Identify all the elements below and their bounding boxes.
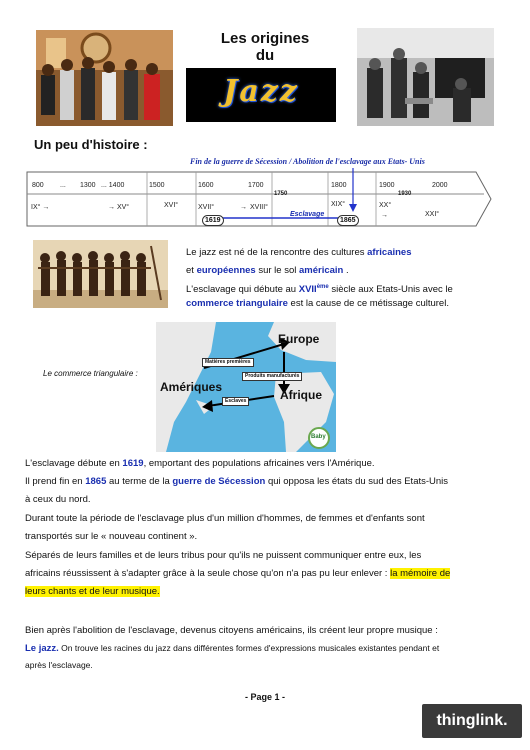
body-line-9: Bien après l'abolition de l'esclavage, devenus citoyens américains, ils créent leur propre musique : — [25, 625, 438, 636]
body-text: , emportant des populations africaines vers l'Amérique. — [143, 458, 375, 469]
body-keyword-1865: 1865 — [85, 476, 107, 487]
timeline-year-800: 800 — [32, 182, 44, 189]
timeline-century-xvi: XVI° — [164, 202, 179, 209]
intro-text: . — [343, 265, 349, 276]
jazz-band-photo — [357, 28, 494, 126]
timeline-slavery-label: Esclavage — [290, 211, 325, 218]
map-box-esclaves: Esclaves — [222, 397, 249, 406]
intro-text: est la cause de ce métissage culturel. — [287, 298, 449, 309]
timeline-marker-1619: 1619 — [202, 215, 224, 226]
body-text: Il prend fin en — [25, 476, 86, 487]
timeline-year-1300: 1300 — [80, 182, 96, 189]
body-highlight: leurs chants et de leur musique. — [25, 586, 160, 597]
body-line-8 — [25, 586, 160, 598]
body-text: au terme de la — [106, 476, 173, 487]
body-line-6: Séparés de leurs familles et de leurs tribus pour qu'ils ne puissent communiquer entre eux, les — [25, 550, 422, 561]
body-line-10 — [25, 642, 439, 655]
body-text: africains réussissent à s'adapter grâce à la seule chose qu'on n'a pas pu leur enlever : — [25, 568, 391, 579]
timeline-arrow-glyph: → — [240, 204, 247, 211]
timeline-marker-1865: 1865 — [337, 215, 359, 226]
map-box-matieres: Matières premières — [202, 358, 254, 367]
timeline-caption: Fin de la guerre de Sécession / Abolition de l'esclavage aux Etats- Unis — [190, 157, 425, 166]
intro-text: L'esclavage qui débute au — [186, 284, 299, 296]
map-box-produits: Produits manufacturés — [242, 372, 302, 381]
intro-line-1 — [186, 247, 412, 259]
timeline-year-1600: 1600 — [198, 182, 214, 189]
timeline-century-ix: IX° → — [31, 204, 50, 211]
thinglink-badge[interactable]: thinglink. — [422, 704, 522, 738]
intro-keyword-americain: américain — [299, 265, 344, 276]
intro-keyword-africaines: africaines — [367, 247, 412, 258]
brass-band-photo — [36, 30, 173, 126]
timeline-arrow — [26, 168, 492, 230]
triangular-trade-map — [156, 322, 336, 452]
timeline-year-ellipsis: ... — [60, 182, 66, 189]
body-text: qui opposa les états du sud des Etats-Unis — [265, 476, 449, 487]
page-title — [205, 30, 325, 64]
body-line-5: transportés sur le « nouveau continent ». — [25, 531, 198, 542]
body-keyword-1619: 1619 — [122, 458, 144, 469]
title-line-1: Les origines — [220, 30, 310, 47]
intro-text: et — [186, 265, 197, 276]
intro-keyword-xvii: XVII — [298, 284, 317, 296]
intro-text: sur le sol — [255, 265, 299, 276]
body-text: L'esclavage débute en — [25, 458, 123, 469]
timeline-year-1900: 1900 — [379, 182, 395, 189]
intro-keyword-commerce-triangulaire: commerce triangulaire — [186, 298, 288, 309]
body-highlight: la mémoire de — [390, 568, 451, 579]
intro-text: siècle aux Etats-Unis avec le — [328, 284, 453, 296]
map-label-afrique: Afrique — [280, 388, 322, 402]
body-line-4: Durant toute la période de l'esclavage plus d'un million d'hommes, de femmes et d'enfants sont — [25, 513, 425, 524]
intro-superscript: ème — [316, 284, 329, 290]
map-label-europe: Europe — [278, 332, 320, 346]
body-keyword-guerre: guerre de Sécession — [172, 476, 266, 487]
body-line-11: après l'esclavage. — [25, 660, 93, 670]
timeline-year-2000: 2000 — [432, 182, 448, 189]
body-text: On trouve les racines du jazz dans différentes formes d'expressions musicales existantes pendant et — [58, 643, 440, 653]
timeline-century-xxi: XXI° — [425, 211, 440, 218]
body-line-3: à ceux du nord. — [25, 494, 91, 505]
timeline-year-1700: 1700 — [248, 182, 264, 189]
timeline-year-1750: 1750 — [274, 191, 288, 197]
jazz-logo-text: Jazz — [223, 74, 299, 109]
intro-line-4 — [186, 298, 449, 310]
jazz-logo — [186, 68, 336, 122]
timeline-year-1930: 1930 — [398, 191, 412, 197]
map-caption: Le commerce triangulaire : — [43, 369, 138, 378]
body-keyword-le-jazz: Le jazz. — [25, 643, 59, 654]
title-line-2: du — [255, 47, 275, 64]
timeline-century-xx: XX° — [379, 202, 392, 209]
timeline-year-1800: 1800 — [331, 182, 347, 189]
page-number: - Page 1 - — [244, 692, 285, 702]
body-line-2 — [25, 476, 448, 488]
intro-text: Le jazz est né de la rencontre des cultures — [186, 247, 368, 258]
slaves-illustration — [33, 240, 168, 308]
map-stamp: Baby — [311, 434, 326, 440]
body-line-7 — [25, 568, 450, 580]
timeline-year-1400: ... 1400 — [101, 182, 125, 189]
intro-line-2 — [186, 265, 349, 277]
timeline-century-xvii: XVII° — [198, 204, 215, 211]
timeline-century-xv: → XV° — [108, 204, 130, 211]
timeline-century-xix: XIX° — [331, 201, 346, 208]
intro-line-3 — [186, 281, 453, 296]
intro-keyword-europeennes: européennes — [196, 265, 256, 276]
timeline-arrow-glyph-2: → — [381, 212, 388, 219]
section-title: Un peu d'histoire : — [34, 137, 148, 152]
timeline-year-1500: 1500 — [149, 182, 165, 189]
timeline-century-xviii: XVIII° — [250, 204, 268, 211]
body-line-1 — [25, 458, 375, 470]
map-label-ameriques: Amériques — [160, 380, 223, 394]
